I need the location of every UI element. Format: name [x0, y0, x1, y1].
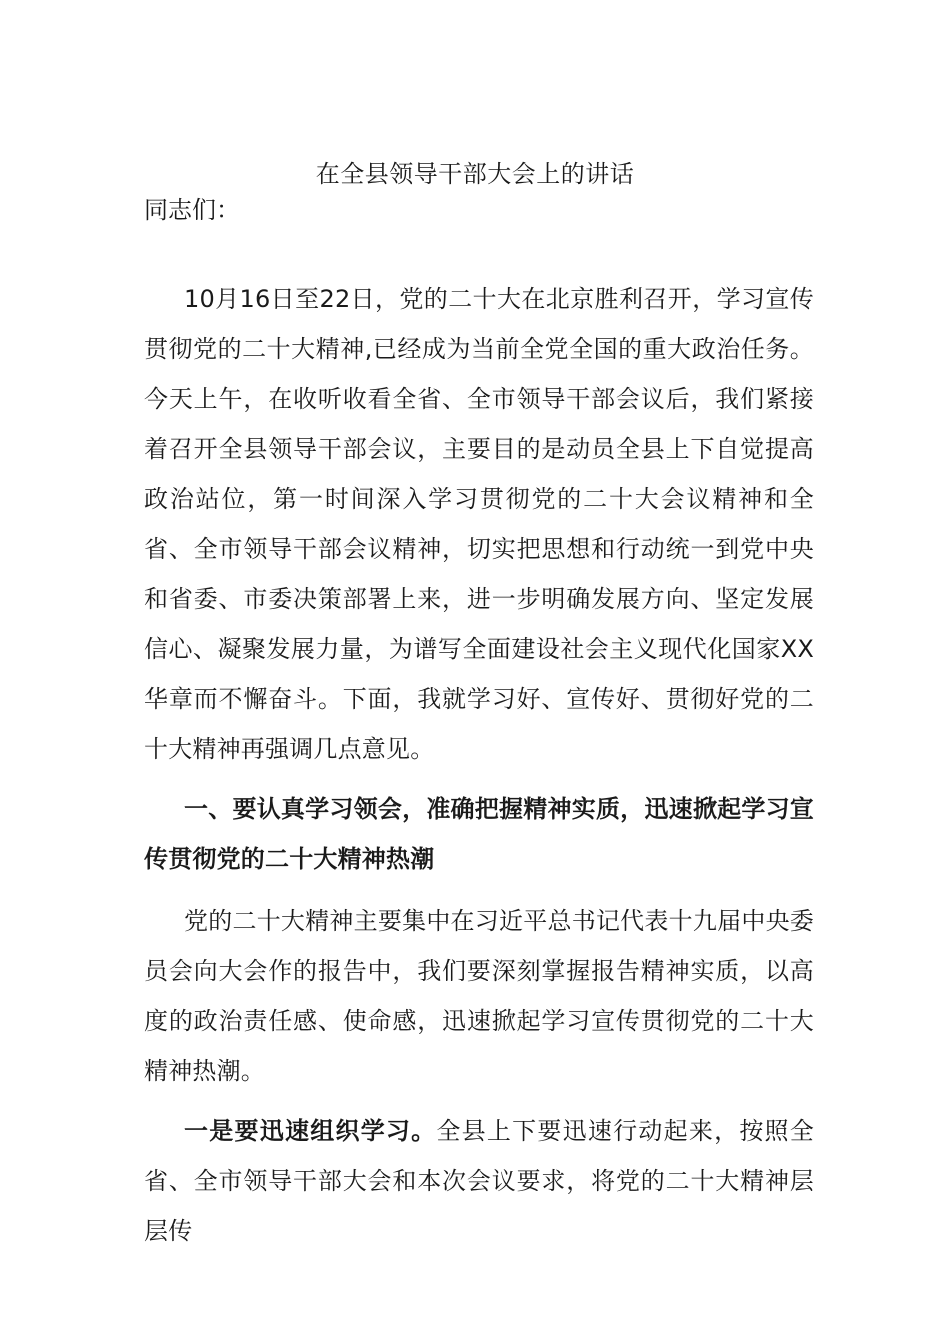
paragraph-section-one: 党的二十大精神主要集中在习近平总书记代表十九届中央委员会向大会作的报告中，我们要深刻掌握报告精神实质，以高度的政治责任感、使命感，迅速掀起学习宣传贯彻党的二十大精神热潮。	[144, 907, 814, 1085]
section-heading-one: 一、要认真学习领会，准确把握精神实质，迅速掀起学习宣传贯彻党的二十大精神热潮	[144, 795, 814, 873]
point-one-body: 全县上下要迅速行动起来，按照全省、全市领导干部大会和本次会议要求，将党的二十大精神层层传	[144, 1117, 815, 1245]
paragraph-intro: 10月16日至22日，党的二十大在北京胜利召开，学习宣传贯彻党的二十大精神,已经成为当前全党全国的重大政治任务。今天上午，在收听收看全省、全市领导干部会议后，我们紧接着召开全县领导干部会议，主要目的是动员全县上下自觉提高政治站位，第一时间深入学习贯彻党的二十大会议精神和全省、全市领导干部会议精神，切实把思想和行动统一到党中央和省委、市委决策部署上来，进一步明确发展方向、坚定发展信心、凝聚发展力量，为谱写全面建设社会主义现代化国家XX华章而不懈奋斗。下面，我就学习好、宣传好、贯彻好党的二十大精神再强调几点意见。	[144, 285, 814, 763]
document-title: 在全县领导干部大会上的讲话	[315, 160, 635, 188]
point-one-lead: 一是要迅速组织学习。	[184, 1117, 437, 1145]
salutation: 同志们：	[144, 196, 240, 224]
paragraph-point-one	[144, 1106, 814, 1256]
